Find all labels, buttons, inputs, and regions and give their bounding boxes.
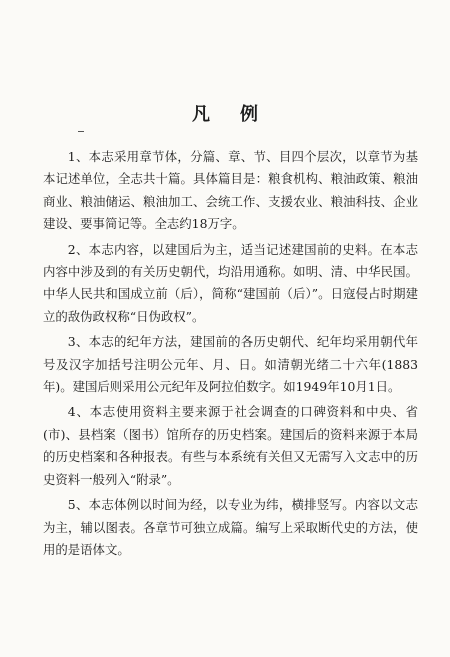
paragraph-4: 4、本志使用资料主要来源于社会调查的口碑资料和中央、省(市)、县档案（图书）馆所存的历史档案。建国后的资料来源于本局的历史档案和各种报表。有些与本系统有关但又无需写入文志中的历史资料一般列入“附录”。 <box>43 404 418 487</box>
paragraph-5: 5、本志体例以时间为经，以专业为纬，横排竖写。内容以文志为主，辅以图表。各章节可独立成篇。编写上采取断代史的方法，使用的是语体文。 <box>43 497 418 557</box>
paragraph-2: 2、本志内容，以建国后为主，适当记述建国前的史料。在本志内容中涉及到的有关历史朝代，均沿用通称。如明、清、中华民国。中华人民共和国成立前（后），简称“建国前（后）”。日寇侵占时期建立的敌伪政权称“日伪政权”。 <box>43 241 418 324</box>
paragraph-1: 1、本志采用章节体，分篇、章、节、目四个层次，以章节为基本记述单位，全志共十篇。具体篇目是：粮食机构、粮油政策、粮油商业、粮油储运、粮油加工、会统工作、支援农业、粮油科技、企业建设、要事简记等。全志约18万字。 <box>43 149 418 232</box>
page-title: 凡例 <box>192 104 288 125</box>
paragraph-3: 3、本志的纪年方法，建国前的各历史朝代、纪年均采用朝代年号及汉字加括号注明公元年、月、日。如清朝光绪二十六年(1883年)。建国后则采用公元纪年及阿拉伯数字。如1949年10月1日。 <box>43 334 418 395</box>
margin-mark <box>78 131 84 132</box>
body-text <box>43 146 418 564</box>
